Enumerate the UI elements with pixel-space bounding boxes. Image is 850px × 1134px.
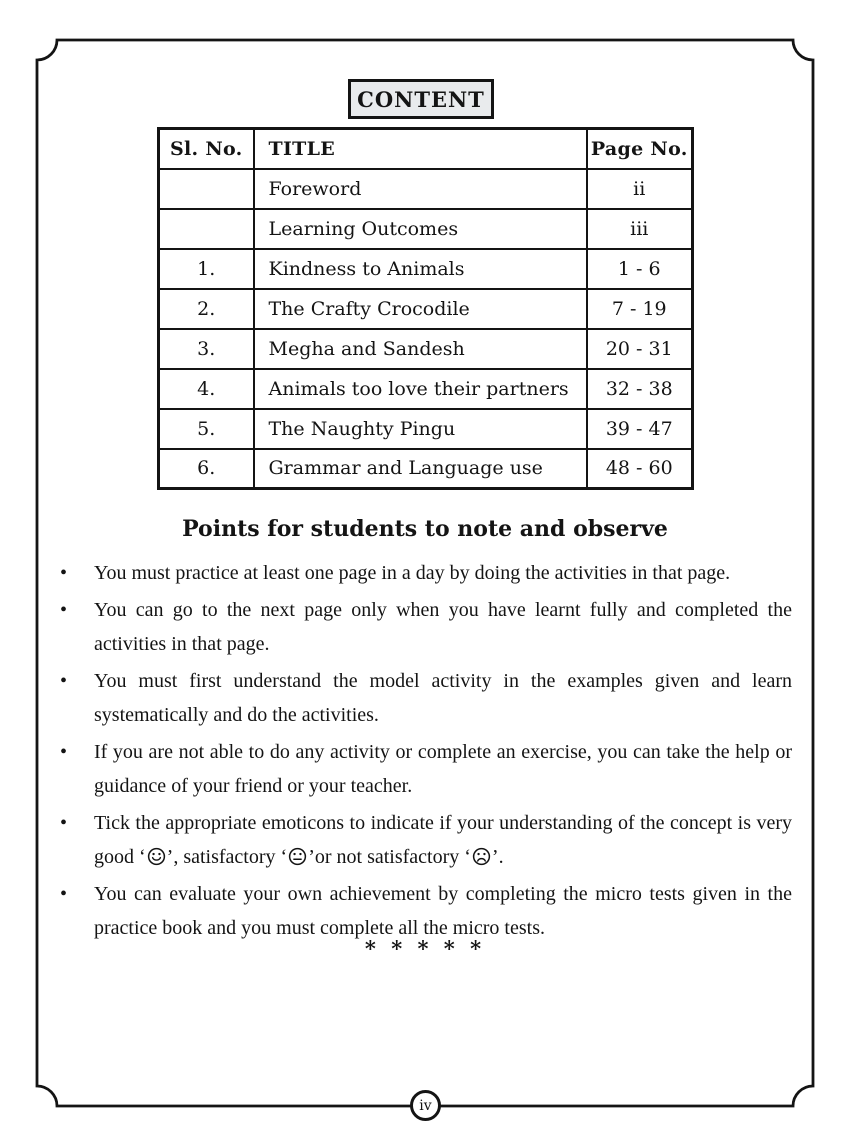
table-row <box>159 169 693 209</box>
table-row <box>159 369 693 409</box>
table-row <box>159 329 693 369</box>
toc-cell-sl-no <box>159 169 254 209</box>
toc-cell-page-no: 32 - 38 <box>587 369 693 409</box>
bullet-marker: • <box>60 562 68 584</box>
toc-cell-page-no: 7 - 19 <box>587 289 693 329</box>
neutral-face-icon <box>288 847 307 866</box>
toc-cell-title: The Crafty Crocodile <box>254 289 587 329</box>
toc-cell-sl-no: 1. <box>159 249 254 289</box>
points-bullet-item: • You can evaluate your own achievement by completing the micro tests given in the practice book and you must complete all the micro tests. <box>58 877 792 945</box>
points-bullet-item: • Tick the appropriate emoticons to indicate if your understanding of the concept is very good ‘ ’, satisfactory ‘ ’or not satisfactory ‘ ’. <box>58 806 792 874</box>
toc-cell-title: Foreword <box>254 169 587 209</box>
points-bullet-item: • You must practice at least one page in a day by doing the activities in that page. <box>58 556 792 590</box>
toc-cell-title: Kindness to Animals <box>254 249 587 289</box>
table-row <box>159 449 693 489</box>
table-row <box>159 209 693 249</box>
toc-cell-title: Megha and Sandesh <box>254 329 587 369</box>
sad-face-icon <box>472 847 491 866</box>
column-header-page-no: Page No. <box>587 129 693 169</box>
toc-cell-sl-no: 5. <box>159 409 254 449</box>
page-number-circle <box>410 1090 441 1121</box>
table-of-contents <box>157 127 694 490</box>
toc-cell-title: Animals too love their partners <box>254 369 587 409</box>
page-number: iv <box>419 1097 432 1114</box>
bullet-marker: • <box>60 812 68 834</box>
points-bullet-item: • If you are not able to do any activity or complete an exercise, you can take the help or guidance of your friend or your teacher. <box>58 735 792 803</box>
toc-cell-sl-no: 3. <box>159 329 254 369</box>
toc-cell-title: Grammar and Language use <box>254 449 587 489</box>
toc-cell-sl-no: 4. <box>159 369 254 409</box>
toc-cell-page-no: 1 - 6 <box>587 249 693 289</box>
points-heading: Points for students to note and observe <box>182 516 668 542</box>
toc-cell-page-no: ii <box>587 169 693 209</box>
column-header-title: TITLE <box>254 129 587 169</box>
toc-cell-page-no: 20 - 31 <box>587 329 693 369</box>
toc-cell-sl-no: 2. <box>159 289 254 329</box>
table-row <box>159 289 693 329</box>
footer-stars: * * * * * <box>364 936 486 961</box>
bullet-marker: • <box>60 599 68 621</box>
content-title: CONTENT <box>357 86 485 112</box>
points-bullet-item: • You must first understand the model activity in the examples given and learn systematically and do the activities. <box>58 664 792 732</box>
table-row <box>159 249 693 289</box>
smiley-face-icon <box>147 847 166 866</box>
table-header-row <box>159 129 693 169</box>
points-bullet-item: • You can go to the next page only when you have learnt fully and completed the activities in that page. <box>58 593 792 661</box>
toc-cell-title: The Naughty Pingu <box>254 409 587 449</box>
toc-cell-page-no: iii <box>587 209 693 249</box>
toc-cell-title: Learning Outcomes <box>254 209 587 249</box>
content-title-box <box>348 79 494 119</box>
bullet-marker: • <box>60 741 68 763</box>
toc-cell-page-no: 39 - 47 <box>587 409 693 449</box>
toc-cell-page-no: 48 - 60 <box>587 449 693 489</box>
toc-table-body <box>159 169 693 489</box>
bullet-marker: • <box>60 883 68 905</box>
toc-cell-sl-no: 6. <box>159 449 254 489</box>
column-header-sl-no: Sl. No. <box>159 129 254 169</box>
table-row <box>159 409 693 449</box>
bullet-marker: • <box>60 670 68 692</box>
points-bullet-list <box>58 556 792 948</box>
toc-cell-sl-no <box>159 209 254 249</box>
